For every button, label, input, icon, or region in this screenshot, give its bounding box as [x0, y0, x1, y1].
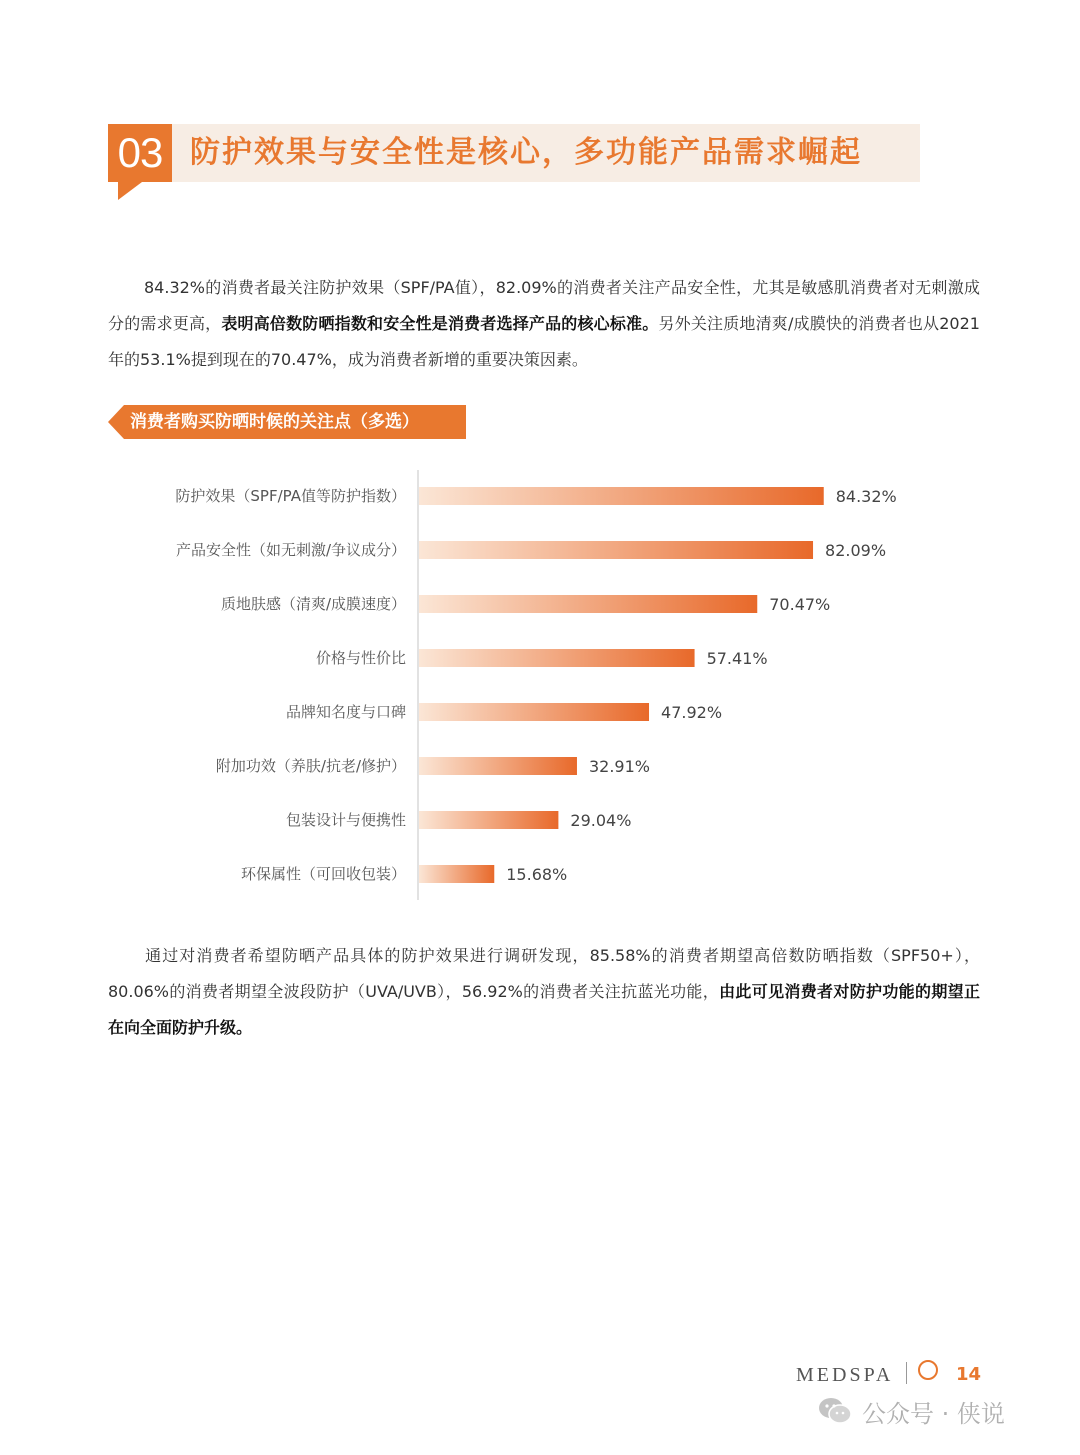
category-label: 包装设计与便携性: [285, 811, 406, 829]
ribbon-arrow-tip: [108, 405, 124, 439]
findings-paragraph: [108, 938, 980, 1046]
chart-title: 消费者购买防晒时候的关注点（多选）: [124, 405, 466, 439]
value-label: 32.91%: [588, 757, 650, 776]
bar: [419, 703, 649, 721]
findings-text: 通过对消费者希望防晒产品具体的防护效果进行调研发现，85.58%的消费者期望高倍数防晒指数（SPF50+），80.06%的消费者期望全波段防护（UVA/UVB），56.92%的消费者关注抗蓝光功能，: [108, 946, 980, 1001]
value-label: 84.32%: [835, 487, 897, 506]
section-heading: [108, 124, 920, 182]
intro-paragraph: [108, 270, 980, 378]
page-number: 14: [956, 1364, 982, 1385]
category-label: 附加功效（养肤/抗老/修护）: [215, 757, 406, 775]
section-title: 防护效果与安全性是核心，多功能产品需求崛起: [190, 135, 862, 170]
bar: [419, 541, 813, 559]
chart-title-ribbon: [108, 405, 466, 439]
value-label: 82.09%: [825, 541, 887, 560]
footer-brand: MEDSPA: [796, 1364, 894, 1386]
findings-bold-text: 由此可见消费者对防护功能的期望正在向全面防护升级。: [108, 982, 980, 1037]
category-label: 价格与性价比: [315, 649, 406, 667]
watermark-text: 公众号 · 侠说: [862, 1399, 1005, 1428]
bar-chart: [0, 460, 1080, 910]
watermark: [818, 1394, 1005, 1428]
wechat-icon: [818, 1396, 852, 1426]
section-number-tail: [118, 182, 142, 200]
footer-divider: [906, 1362, 907, 1384]
q-logo-icon: [918, 1360, 938, 1380]
category-label: 产品安全性（如无刺激/争议成分）: [175, 541, 406, 559]
category-label: 环保属性（可回收包装）: [240, 865, 406, 883]
category-label: 品牌知名度与口碑: [285, 703, 406, 721]
value-label: 70.47%: [769, 595, 831, 614]
intro-text-2: 另外关注质地清爽/成膜快的消费者也从2021年的53.1%提到现在的70.47%，成为消费者新增的重要决策因素。: [108, 314, 980, 369]
bar: [419, 487, 824, 505]
value-label: 47.92%: [661, 703, 723, 722]
category-label: 防护效果（SPF/PA值等防护指数）: [175, 487, 406, 505]
value-label: 15.68%: [506, 865, 568, 884]
brand-logo-icon: [912, 1360, 946, 1388]
bar: [419, 649, 695, 667]
value-label: 29.04%: [570, 811, 632, 830]
bar: [419, 865, 494, 883]
bar: [419, 595, 757, 613]
intro-text-1: 84.32%的消费者最关注防护效果（SPF/PA值），82.09%的消费者关注产品安全性，尤其是敏感肌消费者对无刺激成分的需求更高，: [108, 278, 980, 333]
bar: [419, 757, 577, 775]
bar: [419, 811, 558, 829]
section-number: 03: [108, 124, 172, 182]
intro-bold-text: 表明高倍数防晒指数和安全性是消费者选择产品的核心标准。: [221, 314, 659, 333]
value-label: 57.41%: [706, 649, 768, 668]
category-label: 质地肤感（清爽/成膜速度）: [220, 595, 406, 613]
chart-bars: [175, 487, 896, 884]
